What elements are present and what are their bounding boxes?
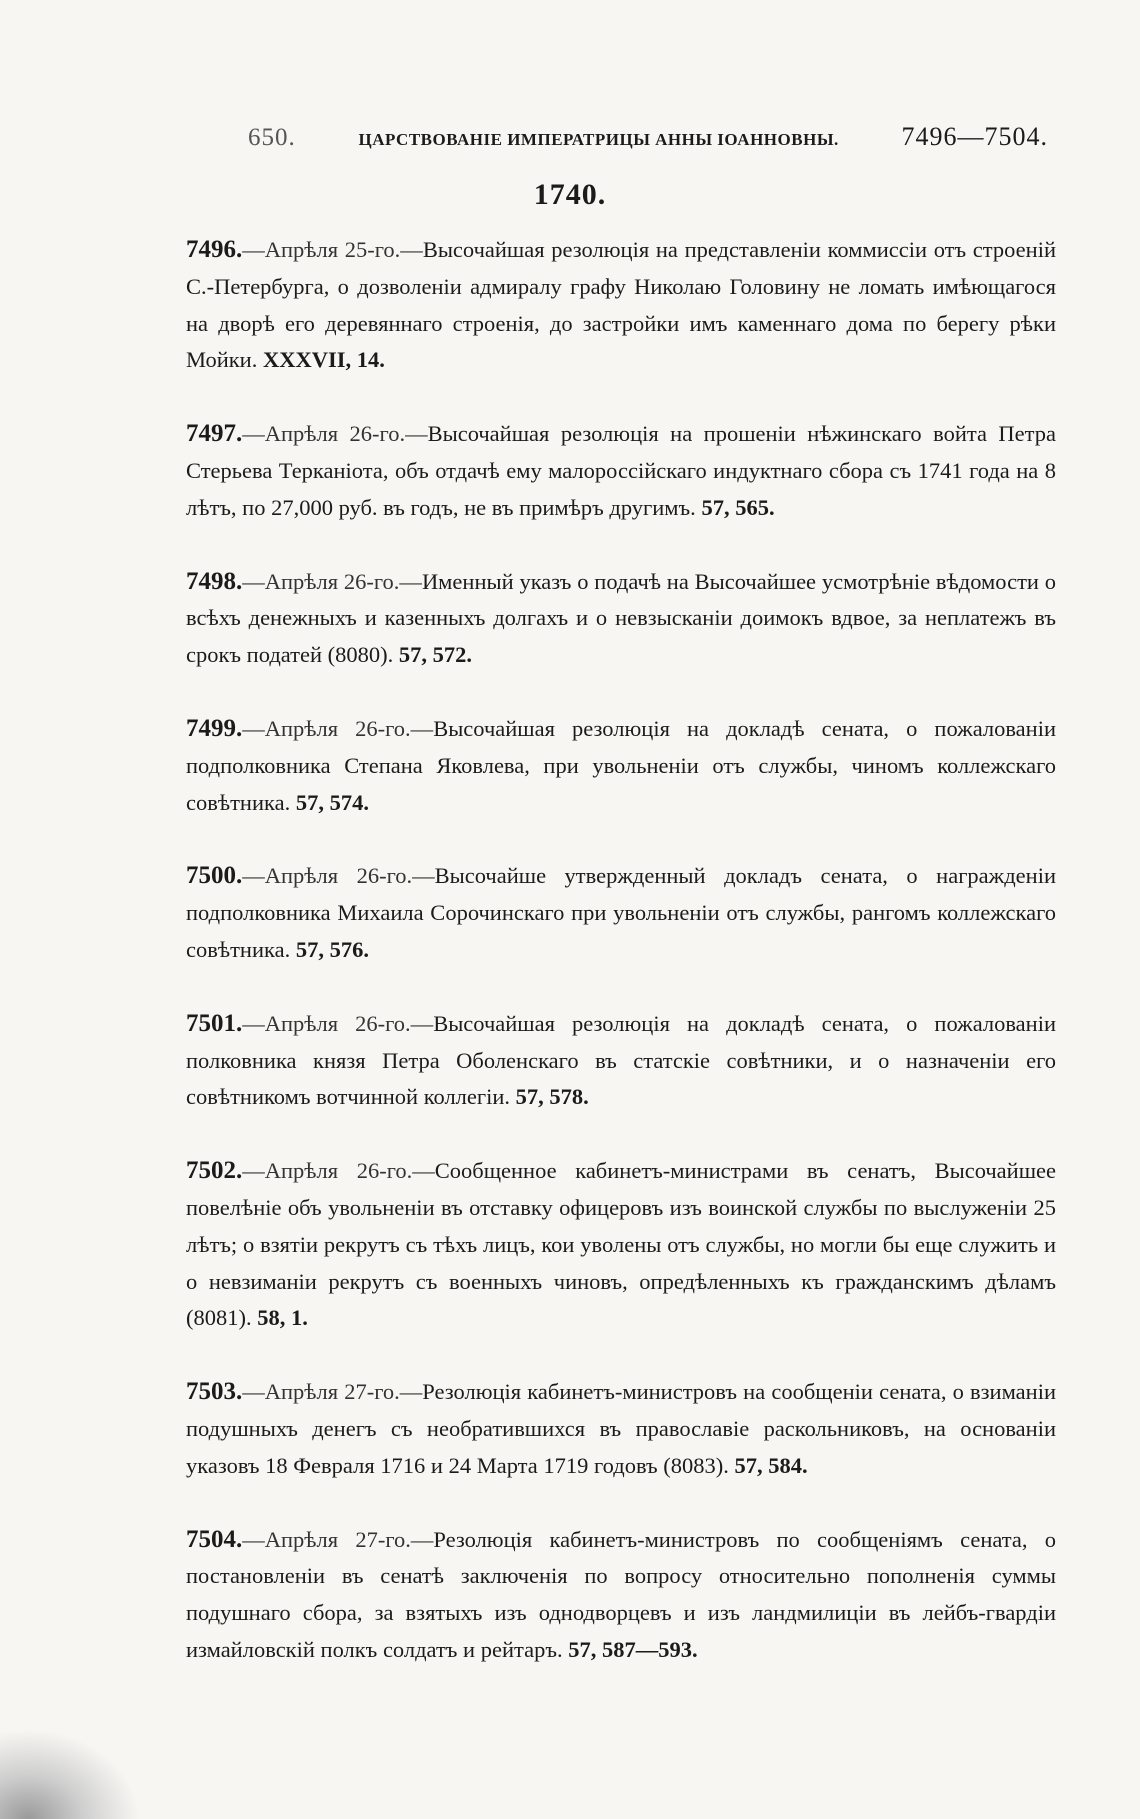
entry	[186, 858, 1056, 968]
entry-date: —Апрѣля 26-го.—	[242, 715, 434, 741]
entry-reference: 57, 574.	[295, 789, 369, 815]
entry-number: 7502.	[186, 1157, 243, 1185]
entry	[186, 1522, 1056, 1669]
entry-number: 7500.	[186, 862, 243, 890]
entry-number: 7496.	[186, 236, 243, 263]
year-heading: 1740.	[533, 178, 607, 211]
entry-date: —Апрѣля 26-го.—	[242, 863, 435, 889]
running-title: ЦАРСТВОВАНІЕ ИМПЕРАТРИЦЫ АННЫ ІОАННОВНЫ.	[358, 130, 839, 149]
entry-text: Резолюція кабинетъ-министровъ по сообщеніямъ сената, о постановленіи въ сенатѣ заключенія по вопросу относительно пополненія суммы подушнаго сбора, за взятыхъ изъ однодворцевъ и изъ ландмилиціи въ лейбъ-гвардіи измайловскій полкъ солдатъ и рейтаръ.	[186, 1526, 1056, 1662]
entry-text: Высочайшая резолюція на прошеніи нѣжинскаго войта Петра Стерьева Терканіота, объ отдачѣ ему малороссійскаго индуктнаго сбора съ 1741 года на 8 лѣтъ, по 27,000 руб. въ годъ, не въ примѣръ другимъ.	[186, 421, 1056, 520]
entry-date: —Апрѣля 27-го.—	[242, 1379, 423, 1405]
scan-smudge	[0, 1729, 140, 1819]
entry-range: 7496—7504.	[901, 122, 1048, 151]
entry	[186, 1153, 1056, 1337]
entry-reference: 57, 565.	[701, 494, 775, 520]
entry-text: Высочайшая резолюція на докладѣ сената, о пожалованіи подполковника Степана Яковлева, при увольненіи отъ службы, чиномъ коллежскаго совѣтника.	[186, 715, 1057, 815]
entry-text: Сообщенное кабинетъ-министрами въ сенатъ, Высочайшее повелѣніе объ увольненіи въ отставку офицеровъ изъ воинской службы по выслуженіи 25 лѣтъ; о взятіи рекрутъ съ тѣхъ лицъ, кои уволены отъ службы, но могли бы еще служить и о невзиманіи рекрутъ съ военныхъ чиновъ, опредѣленныхъ къ гражданскимъ дѣламъ (8081).	[186, 1158, 1057, 1331]
entry	[186, 1374, 1056, 1484]
entry	[186, 711, 1056, 821]
entry	[186, 416, 1056, 526]
entry-text: Высочайше утвержденный докладъ сената, о награжденіи подполковника Михаила Сорочинскаго при увольненіи отъ службы, рангомъ коллежскаго совѣтника.	[186, 863, 1056, 962]
entry-reference: 57, 576.	[295, 936, 369, 962]
entry-text: Именный указъ о подачѣ на Высочайшее усмотрѣніе вѣдомости о всѣхъ денежныхъ и казенныхъ долгахъ и о невзысканіи доимокъ вдвое, за неплатежъ въ срокъ податей (8080).	[186, 568, 1057, 668]
entry-reference: 57, 587—593.	[568, 1636, 698, 1662]
entry-reference: 58, 1.	[257, 1305, 308, 1331]
entry-number: 7499.	[186, 714, 243, 742]
entry-date: —Апрѣля 26-го.—	[242, 568, 422, 594]
entry-text: Высочайшая резолюція на представленіи коммиссіи отъ строеній С.-Петербурга, о дозволеніи адмиралу графу Николаю Головину не ломать имѣющагося на дворѣ его деревяннаго строенія, до застройки имъ каменнаго дома по берегу рѣки Мойки.	[186, 237, 1056, 373]
entry-number: 7503.	[186, 1378, 243, 1406]
entry-reference: 57, 572.	[398, 642, 473, 668]
entry-reference: 57, 578.	[515, 1084, 589, 1110]
entry	[186, 232, 1056, 379]
page-header	[248, 122, 1048, 158]
entry-text: Высочайшая резолюція на докладѣ сената, о пожалованіи полковника князя Петра Оболенскаго въ статскіе совѣтники, и о назначеніи его совѣтникомъ вотчинной коллегіи.	[186, 1010, 1057, 1110]
entry	[186, 1006, 1056, 1116]
entry-text: Резолюція кабинетъ-министровъ на сообщеніи сената, о взиманіи подушныхъ денегъ съ необратившихся въ православіе раскольниковъ, на основаніи указовъ 18 Февраля 1716 и 24 Марта 1719 годовъ (8083).	[186, 1379, 1056, 1478]
entries-list	[186, 232, 1056, 1706]
entry-number: 7501.	[186, 1009, 243, 1037]
entry-reference: XXXVII, 14.	[262, 347, 385, 373]
entry-number: 7497.	[186, 420, 243, 448]
entry-date: —Апрѣля 25-го.—	[242, 237, 423, 262]
page-number: 650.	[248, 124, 296, 151]
entry-date: —Апрѣля 26-го.—	[242, 421, 428, 447]
entry-date: —Апрѣля 27-го.—	[242, 1526, 434, 1552]
entry-reference: 57, 584.	[734, 1452, 808, 1478]
entry-date: —Апрѣля 26-го.—	[242, 1158, 435, 1184]
entry	[186, 564, 1056, 674]
entry-number: 7498.	[186, 567, 243, 595]
entry-number: 7504.	[186, 1525, 243, 1553]
entry-date: —Апрѣля 26-го.—	[242, 1010, 434, 1036]
